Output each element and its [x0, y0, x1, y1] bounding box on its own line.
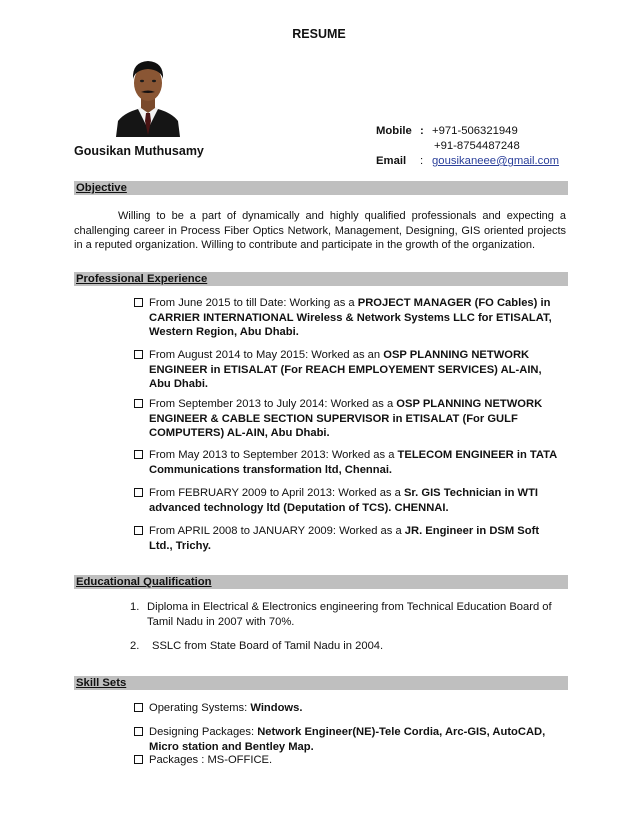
education-item	[130, 600, 566, 629]
experience-period: From APRIL 2008 to JANUARY 2009: Worked as a	[149, 525, 405, 537]
checkbox-bullet-icon	[134, 488, 143, 497]
education-item	[130, 639, 566, 654]
section-skills	[74, 676, 568, 690]
experience-role: OSP PLANNING NETWORK ENGINEER & CABLE SECTION SUPERVISOR in ETISALAT (For GULF COMPUTERS) AL-AIN, Abu Dhabi.	[149, 398, 543, 440]
experience-item	[134, 296, 564, 340]
section-objective-title: Objective	[76, 182, 127, 194]
checkbox-bullet-icon	[134, 399, 143, 408]
experience-period: From June 2015 to till Date: Working as a	[149, 297, 358, 309]
mobile-row-2	[376, 139, 559, 154]
section-experience	[74, 272, 568, 286]
experience-period: From FEBRUARY 2009 to April 2013: Worked as a	[149, 487, 404, 499]
checkbox-bullet-icon	[134, 298, 143, 307]
checkbox-bullet-icon	[134, 350, 143, 359]
skill-label: Designing Packages:	[149, 726, 258, 738]
skill-item	[134, 725, 564, 754]
checkbox-bullet-icon	[134, 450, 143, 459]
skill-value: Network Engineer(NE)-Tele Cordia, Arc-GIS, AutoCAD, Micro station and Bentley Map.	[149, 726, 546, 753]
education-number: 2.	[130, 640, 140, 652]
education-number: 1.	[130, 601, 140, 613]
experience-role: TELECOM ENGINEER in TATA Communications transformation ltd, Chennai.	[149, 449, 557, 476]
experience-item	[134, 524, 564, 553]
experience-role: PROJECT MANAGER (FO Cables) in CARRIER INTERNATIONAL Wireless & Network Systems LLC for ETISALAT, Western Region, Abu Dhabi.	[149, 297, 552, 339]
experience-item	[134, 448, 564, 477]
experience-period: From September 2013 to July 2014: Worked as a	[149, 398, 397, 410]
skill-item	[134, 701, 564, 716]
resume-title: RESUME	[292, 27, 346, 41]
experience-period: From May 2013 to September 2013: Worked as a	[149, 449, 398, 461]
experience-role: OSP PLANNING NETWORK ENGINEER in ETISALAT (For REACH EMPLOYEMENT SERVICES) AL-AIN, Abu Dhabi.	[149, 349, 542, 391]
checkbox-bullet-icon	[134, 526, 143, 535]
education-text: Diploma in Electrical & Electronics engineering from Technical Education Board of Tamil Nadu in 2007 with 70%.	[147, 601, 552, 628]
email-row	[376, 154, 559, 169]
mobile-row	[376, 124, 559, 139]
experience-item	[134, 348, 564, 392]
experience-item	[134, 397, 564, 441]
checkbox-bullet-icon	[134, 727, 143, 736]
mobile-colon: :	[420, 125, 424, 137]
section-education	[74, 575, 568, 589]
checkbox-bullet-icon	[134, 755, 143, 764]
email-link[interactable]: gousikaneee@gmail.com	[432, 155, 560, 167]
skill-label: Operating Systems:	[149, 702, 251, 714]
experience-period: From August 2014 to May 2015: Worked as an	[149, 349, 384, 361]
checkbox-bullet-icon	[134, 703, 143, 712]
skill-label: Packages : MS-OFFICE.	[149, 754, 273, 766]
experience-item	[134, 486, 564, 515]
mobile-number-1: +971-506321949	[432, 125, 518, 137]
section-objective	[74, 181, 568, 195]
experience-role: JR. Engineer in DSM Soft Ltd., Trichy.	[149, 525, 540, 552]
skill-item	[134, 753, 564, 768]
mobile-label: Mobile	[376, 125, 412, 137]
candidate-name: Gousikan Muthusamy	[74, 144, 204, 158]
skill-value: Windows.	[250, 702, 303, 714]
section-experience-title: Professional Experience	[76, 273, 208, 285]
section-skills-title: Skill Sets	[76, 677, 127, 689]
mobile-number-2: +91-8754487248	[434, 140, 520, 152]
objective-text: Willing to be a part of dynamically and highly qualified professionals and expecting a challenging career in Process Fiber Optics Network, Management, Designing, GIS oriented projects in a reputed organization. Willing to contribute and participate in the growth of the organization.	[74, 210, 566, 252]
section-education-title: Educational Qualification	[76, 576, 212, 588]
profile-photo	[114, 51, 182, 137]
contact-block	[376, 124, 559, 169]
experience-role: Sr. GIS Technician in WTI advanced technology ltd (Deputation of TCS). CHENNAI.	[149, 487, 539, 514]
email-label: Email	[376, 155, 407, 167]
email-colon: :	[420, 155, 424, 167]
education-text: SSLC from State Board of Tamil Nadu in 2004.	[152, 640, 384, 652]
